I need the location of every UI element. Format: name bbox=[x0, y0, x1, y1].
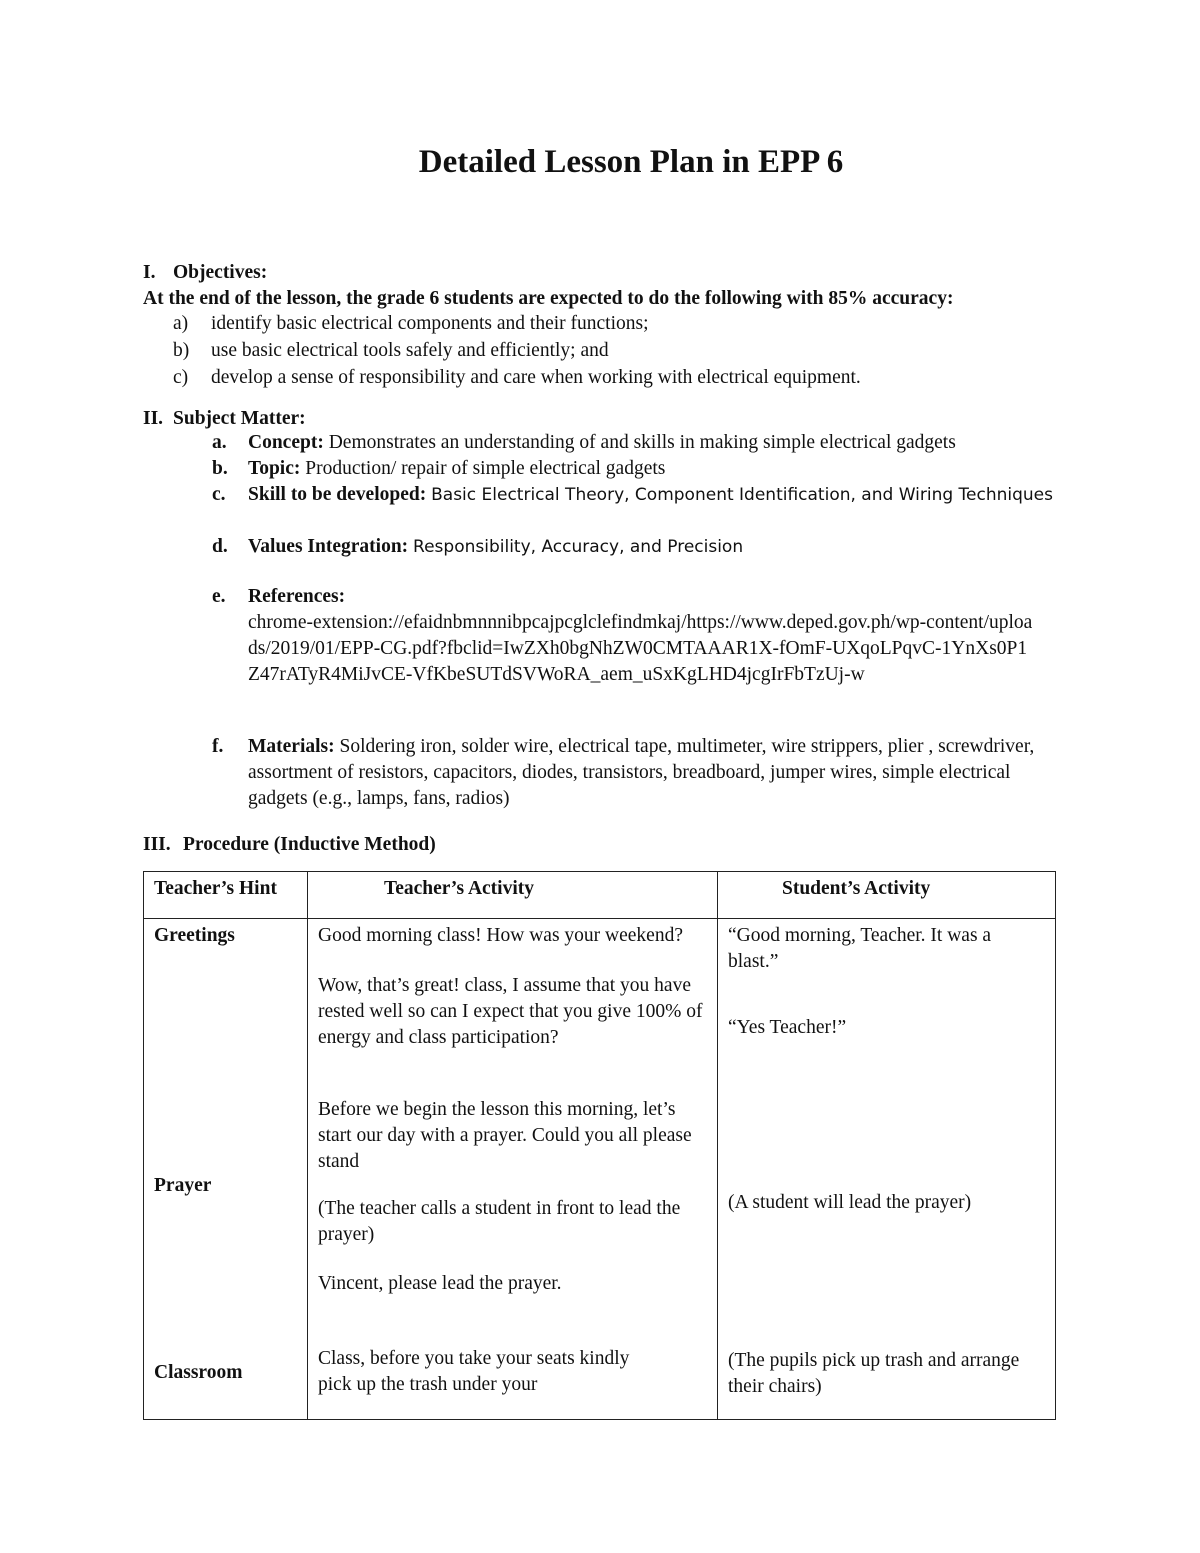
list-marker: c. bbox=[212, 484, 226, 505]
objectives-heading bbox=[143, 260, 267, 286]
procedure-heading bbox=[143, 832, 436, 858]
materials-text: Soldering iron, solder wire, electrical tape, multimeter, wire strippers, plier , screwdriver, assortment of resistors, capacitors, diodes, transistors, breadboard, jumper wires, simple electrical gadgets (e.g., lamps, fans, radios) bbox=[248, 736, 1035, 809]
topic-item bbox=[212, 456, 1062, 482]
concept-label: Concept: bbox=[248, 432, 324, 453]
list-item-text: use basic electrical tools safely and efficiently; and bbox=[211, 340, 609, 361]
teacher-classroom: Class, before you take your seats kindly pick up the trash under your bbox=[318, 1348, 630, 1395]
objectives-heading-text: Objectives: bbox=[173, 262, 268, 283]
list-marker: e. bbox=[212, 586, 226, 607]
skill-text: Basic Electrical Theory, Component Identification, and Wiring Techniques bbox=[431, 485, 1053, 505]
objectives-list bbox=[173, 311, 1073, 392]
list-item bbox=[173, 311, 1073, 338]
hint-greetings: Greetings bbox=[154, 925, 235, 946]
skill-item bbox=[212, 482, 1062, 534]
subject-matter-list bbox=[212, 430, 1062, 814]
objectives-intro: At the end of the lesson, the grade 6 students are expected to do the following with 85% accuracy: bbox=[143, 288, 954, 309]
list-marker: a) bbox=[173, 313, 189, 334]
student-activity-cell bbox=[718, 919, 1056, 1420]
list-marker: b) bbox=[173, 340, 190, 361]
student-prayer: (A student will lead the prayer) bbox=[728, 1192, 972, 1213]
list-item-text: develop a sense of responsibility and care when working with electrical equipment. bbox=[211, 367, 861, 388]
list-item bbox=[173, 338, 1073, 365]
procedure-number: III. bbox=[143, 834, 171, 855]
page-title: Detailed Lesson Plan in EPP 6 bbox=[418, 144, 844, 180]
hint-prayer: Prayer bbox=[154, 1175, 212, 1196]
hint-cell bbox=[144, 919, 308, 1420]
teacher-prayer-intro: Before we begin the lesson this morning, let’s start our day with a prayer. Could you all please stand bbox=[318, 1099, 692, 1172]
references-item bbox=[212, 584, 1062, 734]
concept-item bbox=[212, 430, 1062, 456]
column-header-hint: Teacher’s Hint bbox=[144, 872, 308, 919]
materials-item bbox=[212, 734, 1062, 814]
teacher-prayer-call: Vincent, please lead the prayer. bbox=[318, 1273, 562, 1294]
column-header-teacher: Teacher’s Activity bbox=[308, 872, 718, 919]
topic-label: Topic: bbox=[248, 458, 301, 479]
list-marker: c) bbox=[173, 367, 189, 388]
student-classroom: (The pupils pick up trash and arrange their chairs) bbox=[728, 1350, 1020, 1397]
list-item-text: identify basic electrical components and their functions; bbox=[211, 313, 649, 334]
list-item bbox=[173, 365, 1073, 392]
values-label: Values Integration: bbox=[248, 536, 409, 557]
table-row bbox=[144, 919, 1056, 1420]
column-header-student: Student’s Activity bbox=[718, 872, 1056, 919]
skill-label: Skill to be developed: bbox=[248, 484, 427, 505]
references-url: chrome-extension://efaidnbmnnnibpcajpcglclefindmkaj/https://www.deped.gov.ph/wp-content/uploads/2019/01/EPP-CG.pdf?fbclid=IwZXh0bgNhZW0CMTAAAR1X-fOmF-UXqoLPqvC-1YnXs0P1Z47rATyR4MiJvCE-VfKbeSUTdSVWoRA_aem_uSxKgLHD4jcgIrFbTzUj-w bbox=[248, 612, 1033, 685]
list-marker: b. bbox=[212, 458, 228, 479]
teacher-prayer-note: (The teacher calls a student in front to lead the prayer) bbox=[318, 1198, 681, 1245]
procedure-heading-text: Procedure (Inductive Method) bbox=[183, 834, 436, 855]
teacher-greeting: Good morning class! How was your weekend? bbox=[318, 925, 683, 946]
topic-text: Production/ repair of simple electrical gadgets bbox=[305, 458, 666, 479]
teacher-activity-cell bbox=[308, 919, 718, 1420]
hint-classroom: Classroom bbox=[154, 1362, 243, 1383]
list-marker: f. bbox=[212, 736, 224, 757]
values-text: Responsibility, Accuracy, and Precision bbox=[413, 537, 744, 557]
teacher-followup: Wow, that’s great! class, I assume that you have rested well so can I expect that you give 100% of energy and class participation? bbox=[318, 975, 703, 1048]
procedure-table bbox=[143, 871, 1056, 1420]
concept-text: Demonstrates an understanding of and skills in making simple electrical gadgets bbox=[328, 432, 956, 453]
list-marker: d. bbox=[212, 536, 228, 557]
list-marker: a. bbox=[212, 432, 227, 453]
values-item bbox=[212, 534, 1062, 584]
subject-matter-heading-text: Subject Matter: bbox=[173, 408, 306, 429]
objectives-number: I. bbox=[143, 262, 156, 283]
materials-label: Materials: bbox=[248, 736, 335, 757]
subject-matter-heading bbox=[143, 406, 306, 432]
subject-matter-number: II. bbox=[143, 408, 164, 429]
references-label: References: bbox=[248, 586, 346, 607]
student-yes: “Yes Teacher!” bbox=[728, 1017, 847, 1038]
student-greeting: “Good morning, Teacher. It was a blast.” bbox=[728, 925, 992, 972]
table-header-row bbox=[144, 872, 1056, 919]
